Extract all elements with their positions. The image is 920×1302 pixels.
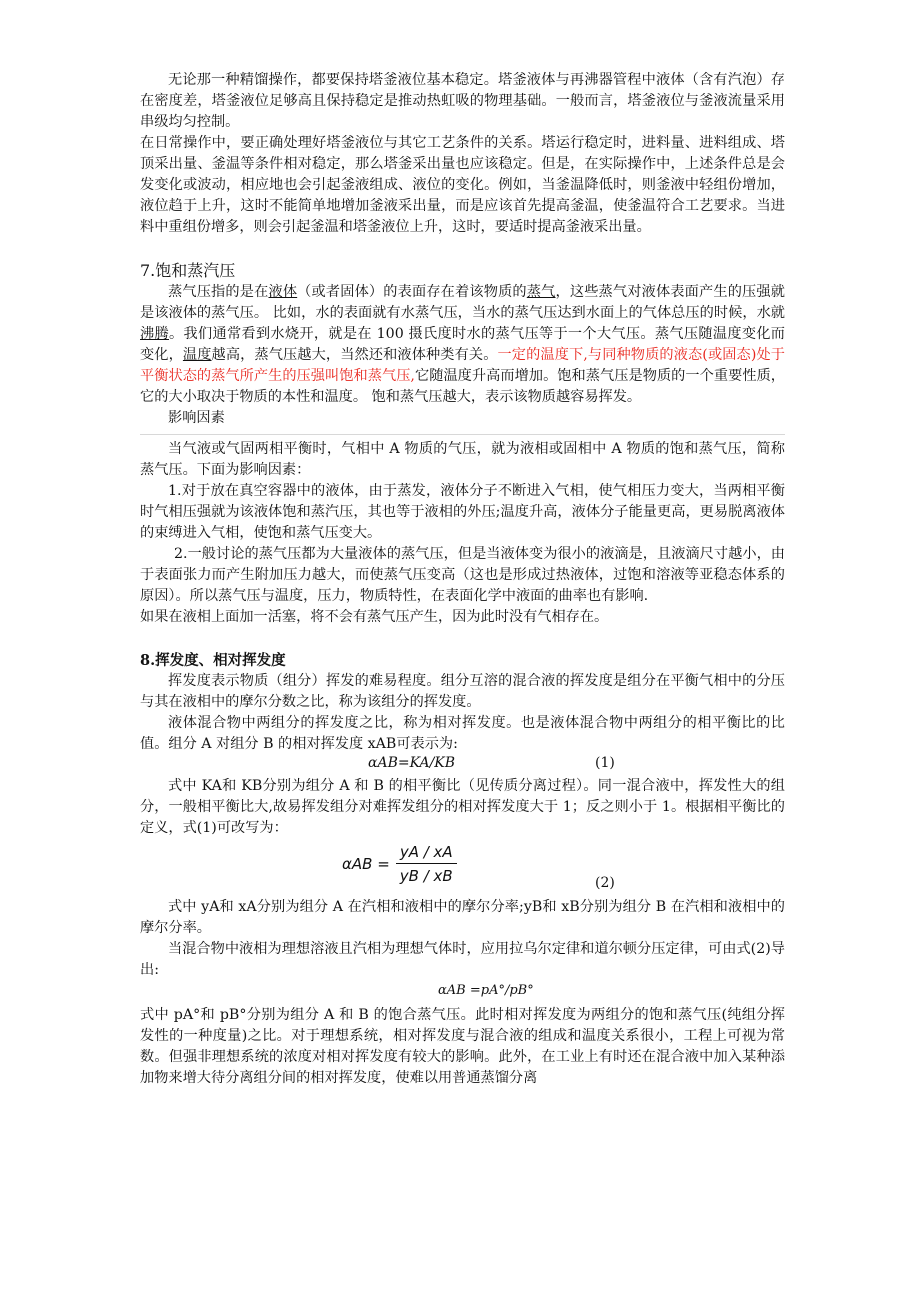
equation-2-lhs: αAB = xyxy=(342,855,390,873)
paragraph-ideal-solution: 当混合物中液相为理想溶液且汽相为理想气体时，应用拉乌尔定律和道尔顿分压定律，可由式(2)导出: xyxy=(140,941,785,978)
highlighted-definition: 一定的温度下,与同种物质的液态(或固态)处于平衡状态的蒸气所产生的压强叫饱和蒸气压, xyxy=(140,347,785,384)
paragraph-factor-1: 1.对于放在真空容器中的液体，由于蒸发，液体分子不断进入气相，使气相压力变大，当两相平衡时气相压强就为该液体饱和蒸汽压，其也等于液相的外压;温度升高，液体分子能量更高，更易脱离液体的束缚进入气相，使饱和蒸气压变大。 xyxy=(140,483,785,541)
equation-3 xyxy=(140,981,785,1005)
paragraph-piston: 如果在液相上面加一活塞，将不会有蒸气压产生，因为此时没有气相存在。 xyxy=(140,609,609,625)
divider xyxy=(140,434,785,435)
equation-2 xyxy=(140,839,785,897)
paragraph-equilibrium-ratio: 式中 KA和 KB分别为组分 A 和 B 的相平衡比（见传质分离过程）。同一混合液中，挥发性大的组分，一般相平衡比大,故易挥发组分对难挥发组分的相对挥发度大于 1；反之则小于 1。根据相平衡比的定义，式(1)可改写为： xyxy=(140,778,785,836)
paragraph-mole-fractions: 式中 yA和 xA分别为组分 A 在汽相和液相中的摩尔分率;yB和 xB分别为组分 B 在汽相和液相中的摩尔分率。 xyxy=(140,899,785,936)
document-page xyxy=(140,70,785,1089)
paragraph-daily-operation: 在日常操作中，要正确处理好塔釜液位与其它工艺条件的关系。塔运行稳定时，进料量、进料组成、塔顶采出量、釜温等条件相对稳定，那么塔釜采出量也应该稳定。但是，在实际操作中，上述条件总是会发变化或波动，相应地也会引起釜液组成、液位的变化。例如，当釜温降低时，则釜液中轻组份增加，液位趋于上升，这时不能简单地增加釜液采出量，而是应该首先提高釜温，使釜温符合工艺要求。当进料中重组份增多，则会引起釜温和塔釜液位上升，这时，要适时提高釜液采出量。 xyxy=(140,135,785,235)
equation-3-formula: αAB =pA°/pB° xyxy=(438,983,534,998)
paragraph-saturated-pressure-ratio: 式中 pA°和 pB°分别为组分 A 和 B 的饱合蒸气压。此时相对挥发度为两组分的饱和蒸气压(纯组分挥发性的一种度量)之比。对于理想系统，相对挥发度与混合液的组成和温度关系很小，工程上可视为常数。但强非理想系统的浓度对相对挥发度有较大的影响。此外，在工业上有时还在混合液中加入某种添加物来增大待分离组分间的相对挥发度，使难以用普通蒸馏分离 xyxy=(140,1007,785,1086)
equation-2-fraction xyxy=(342,843,457,885)
equation-1-formula: αAB=KA/KB xyxy=(368,755,456,771)
section-heading-saturated-vapor-pressure: 7.饱和蒸汽压 xyxy=(140,261,236,280)
link-liquid[interactable]: 液体 xyxy=(268,284,298,300)
paragraph-equilibrium: 当气液或气固两相平衡时，气相中 A 物质的气压，就为液相或固相中 A 物质的饱和蒸气压，简称蒸气压。下面为影响因素： xyxy=(140,441,785,478)
link-vapor[interactable]: 蒸气 xyxy=(526,284,556,300)
equation-2-numerator: yA / xA xyxy=(396,843,457,864)
paragraph-volatility-definition: 挥发度表示物质（组分）挥发的难易程度。组分互溶的混合液的挥发度是组分在平衡气相中的分压与其在液相中的摩尔分数之比，称为该组分的挥发度。 xyxy=(140,673,785,710)
equation-2-number: (2) xyxy=(595,875,615,891)
sub-heading-influence-factors: 影响因素 xyxy=(168,410,225,426)
paragraph-reboiler-level: 无论那一种精馏操作，都要保持塔釜液位基本稳定。塔釜液体与再沸器管程中液体（含有汽泡）存在密度差，塔釜液位足够高且保持稳定是推动热虹吸的物理基础。一般而言，塔釜液位与釜液流量采用串级均匀控制。 xyxy=(140,72,785,130)
equation-2-denominator: yB / xB xyxy=(399,867,453,885)
paragraph-vapor-pressure-definition: 蒸气压指的是在液体（或者固体）的表面存在着该物质的蒸气，这些蒸气对液体表面产生的压强就是该液体的蒸气压。 比如，水的表面就有水蒸气压，当水的蒸气压达到水面上的气体总压的时候，水就沸腾。我们通常看到水烧开，就是在 100 摄氏度时水的蒸气压等于一个大气压。蒸气压随温度变化而变化，温度越高，蒸气压越大，当然还和液体种类有关。一定的温度下,与同种物质的液态(或固态)处于平衡状态的蒸气所产生的压强叫饱和蒸气压,它随温度升高而增加。饱和蒸气压是物质的一个重要性质，它的大小取决于物质的本性和温度。 饱和蒸气压越大，表示该物质越容易挥发。 xyxy=(140,284,785,405)
equation-1-number: (1) xyxy=(595,755,615,771)
link-temperature[interactable]: 温度 xyxy=(182,347,212,363)
paragraph-relative-volatility: 液体混合物中两组分的挥发度之比，称为相对挥发度。也是液体混合物中两组分的相平衡比的比值。组分 A 对组分 B 的相对挥发度 xAB可表示为: xyxy=(140,715,785,752)
equation-1 xyxy=(140,755,785,776)
link-boiling[interactable]: 沸腾 xyxy=(140,326,169,342)
paragraph-factor-2: 2.一般讨论的蒸气压都为大量液体的蒸气压，但是当液体变为很小的液滴是，且液滴尺寸越小，由于表面张力而产生附加压力越大，而使蒸气压变高（这也是形成过热液体，过饱和溶液等亚稳态体系的原因）。所以蒸气压与温度，压力，物质特性，在表面化学中液面的曲率也有影响. xyxy=(140,546,785,604)
section-heading-volatility: 8.挥发度、相对挥发度 xyxy=(140,652,286,669)
